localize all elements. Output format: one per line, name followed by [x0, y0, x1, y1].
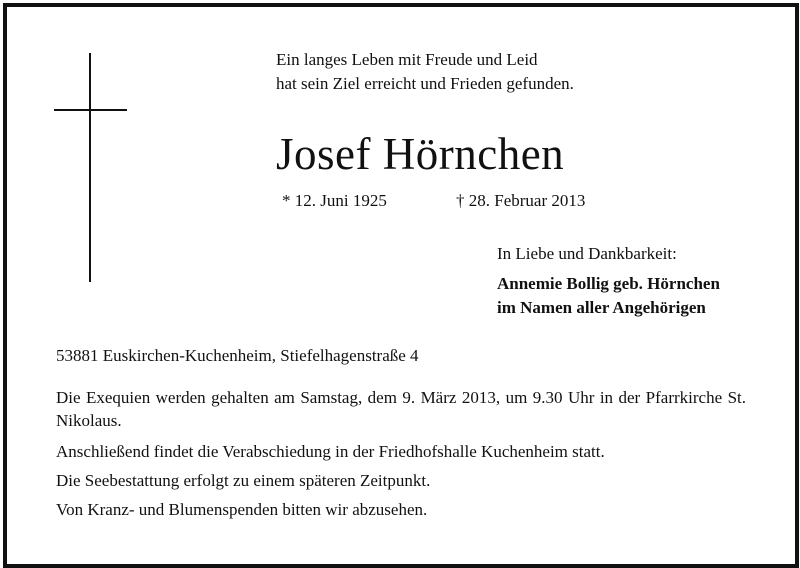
deceased-name: Josef Hörnchen [276, 129, 565, 179]
farewell-notice: Anschließend findet die Verabschiedung in der Friedhofshalle Kuchenheim statt. [56, 442, 605, 461]
mourners-line-1: Annemie Bollig geb. Hörnchen [497, 274, 720, 293]
memorial-verse-line-1: Ein langes Leben mit Freude und Leid [276, 50, 538, 69]
flowers-notice: Von Kranz- und Blumenspenden bitten wir abzusehen. [56, 500, 428, 519]
memorial-verse [276, 48, 574, 96]
exequies-line-1: Die Exequien werden gehalten am Samstag, dem 9. März 2013, um 9.30 Uhr in der [56, 388, 641, 407]
mourners-line-2: im Namen aller Angehörigen [497, 298, 706, 317]
sea-burial-notice: Die Seebestattung erfolgt zu einem späteren Zeitpunkt. [56, 471, 431, 490]
mourners-intro: In Liebe und Dankbarkeit: [497, 244, 677, 263]
address: 53881 Euskirchen-Kuchenheim, Stiefelhagenstraße 4 [56, 346, 419, 365]
death-date: † 28. Februar 2013 [456, 191, 586, 210]
cross-vertical-bar [89, 53, 91, 282]
birth-date: * 12. Juni 1925 [282, 191, 387, 210]
memorial-verse-line-2: hat sein Ziel erreicht und Frieden gefunden. [276, 74, 574, 93]
mourners-signature [497, 272, 720, 320]
exequies-line-2: Pfarrkirche St. Nikolaus. [56, 388, 747, 430]
cross-horizontal-bar [54, 109, 127, 111]
exequies-notice [56, 386, 746, 432]
